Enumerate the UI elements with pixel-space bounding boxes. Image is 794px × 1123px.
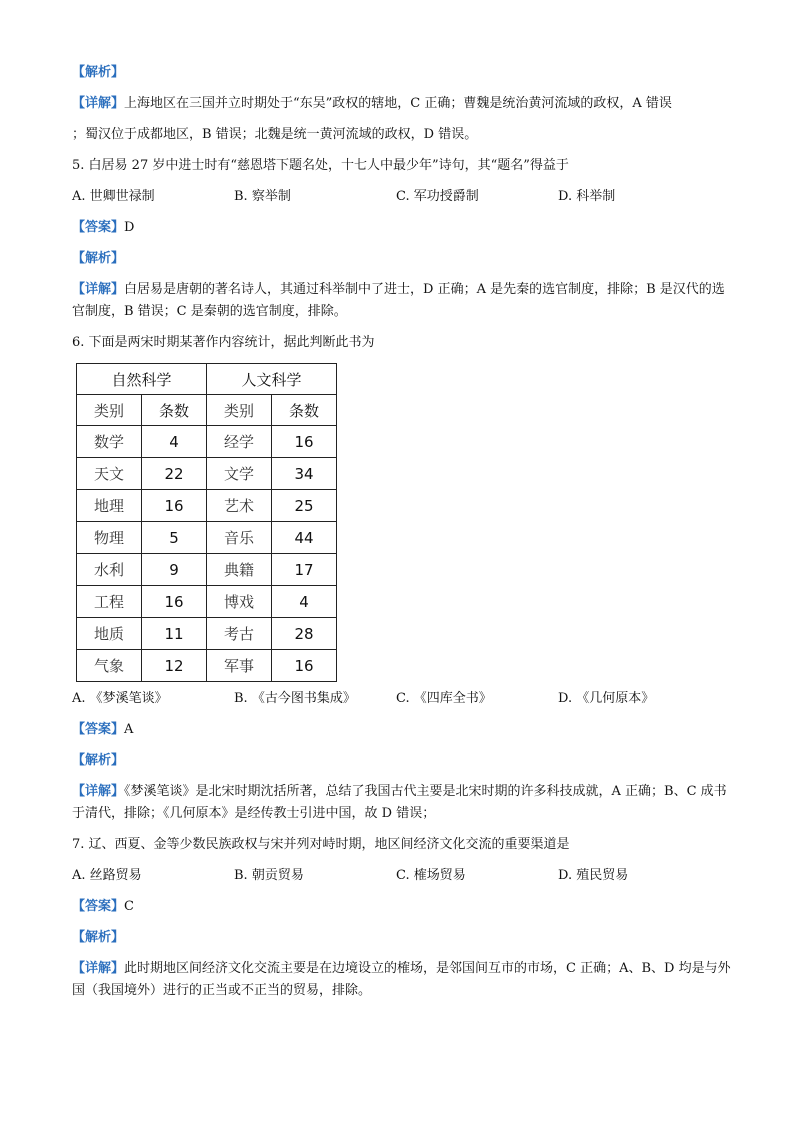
- table-row: [77, 554, 337, 586]
- q6-stats-table: [76, 363, 337, 682]
- q6-answer: [72, 719, 732, 741]
- q7-option-c: C. 榷场贸易: [396, 868, 466, 883]
- answer-label: 【答案】: [72, 899, 125, 914]
- category-cell: 水利: [77, 554, 142, 586]
- q7-option-d: D. 殖民贸易: [558, 868, 629, 883]
- column-header-count: 条数: [272, 395, 337, 426]
- column-header-count: 条数: [142, 395, 207, 426]
- q7-detail-text: 此时期地区间经济文化交流主要是在边境设立的榷场，是邻国间互市的市场，C 正确；A、B、D 均是与外国（我国境外）进行的正当或不正当的贸易，排除。: [72, 961, 731, 998]
- q5-detail-text: 白居易是唐朝的著名诗人，其通过科举制中了进士，D 正确；A 是先秦的选官制度，排除；B 是汉代的选官制度，B 错误；C 是秦朝的选官制度，排除。: [72, 282, 725, 319]
- q6-option-b: B. 《古今图书集成》: [234, 691, 356, 706]
- q4-detail-line-1: [72, 93, 732, 115]
- q5-option-b: B. 察举制: [234, 189, 291, 204]
- table-body: [77, 426, 337, 682]
- answer-label: 【答案】: [72, 722, 125, 737]
- category-cell: 地质: [77, 618, 142, 650]
- category-cell: 军事: [207, 650, 272, 682]
- table-row: [77, 522, 337, 554]
- q7-option-a: A. 丝路贸易: [72, 868, 142, 883]
- q5-detail: [72, 279, 732, 323]
- analysis-label: 【解析】: [72, 753, 125, 768]
- analysis-label: 【解析】: [72, 251, 125, 266]
- q5-option-a: A. 世卿世禄制: [72, 189, 155, 204]
- detail-label: 【详解】: [72, 282, 125, 297]
- column-header-category: 类别: [207, 395, 272, 426]
- count-cell: 16: [272, 650, 337, 682]
- q6-analysis-heading: [72, 750, 732, 772]
- group-header-humanities: 人文科学: [207, 364, 337, 395]
- q4-detail-line-2: [72, 124, 732, 146]
- q6-option-c: C. 《四库全书》: [396, 691, 492, 706]
- category-cell: 文学: [207, 458, 272, 490]
- category-cell: 典籍: [207, 554, 272, 586]
- q6-detail-text: 《梦溪笔谈》是北宋时期沈括所著，总结了我国古代主要是北宋时期的许多科技成就，A 正确；B、C 成书于清代，排除；《几何原本》是经传教士引进中国，故 D 错误；: [72, 784, 727, 821]
- q6-option-d: D. 《几何原本》: [558, 691, 655, 706]
- q6-answer-value: A: [124, 722, 134, 737]
- answer-label: 【答案】: [72, 220, 125, 235]
- q5-question: [72, 155, 732, 177]
- q5-analysis-heading: [72, 248, 732, 270]
- table-column-header-row: [77, 395, 337, 426]
- category-cell: 博戏: [207, 586, 272, 618]
- q4-analysis-heading: [72, 62, 732, 84]
- exam-page: [72, 62, 732, 1011]
- table-row: [77, 458, 337, 490]
- table-row: [77, 650, 337, 682]
- q7-question-text: 7. 辽、西夏、金等少数民族政权与宋并列对峙时期，地区间经济文化交流的重要渠道是: [72, 837, 570, 852]
- detail-label: 【详解】: [72, 96, 125, 111]
- count-cell: 17: [272, 554, 337, 586]
- q5-answer: [72, 217, 732, 239]
- q4-detail-text-cont: ；蜀汉位于成都地区，B 错误；北魏是统一黄河流域的政权，D 错误。: [72, 127, 478, 142]
- count-cell: 22: [142, 458, 207, 490]
- count-cell: 34: [272, 458, 337, 490]
- category-cell: 天文: [77, 458, 142, 490]
- analysis-label: 【解析】: [72, 65, 125, 80]
- category-cell: 音乐: [207, 522, 272, 554]
- category-cell: 工程: [77, 586, 142, 618]
- q6-option-a: A. 《梦溪笔谈》: [72, 691, 168, 706]
- group-header-natural-science: 自然科学: [77, 364, 207, 395]
- category-cell: 考古: [207, 618, 272, 650]
- q6-detail: [72, 781, 732, 825]
- q7-analysis-heading: [72, 927, 732, 949]
- analysis-label: 【解析】: [72, 930, 125, 945]
- q5-question-text: 5. 白居易 27 岁中进士时有“慈恩塔下题名处，十七人中最少年”诗句，其“题名”得益于: [72, 158, 569, 173]
- count-cell: 16: [142, 586, 207, 618]
- q5-option-d: D. 科举制: [558, 189, 616, 204]
- table-row: [77, 618, 337, 650]
- q6-question-text: 6. 下面是两宋时期某著作内容统计，据此判断此书为: [72, 335, 375, 350]
- table-group-header-row: [77, 364, 337, 395]
- q7-options: [72, 865, 732, 887]
- q7-answer-value: C: [124, 899, 134, 914]
- q4-detail-text: 上海地区在三国并立时期处于“东吴”政权的辖地，C 正确；曹魏是统治黄河流域的政权，A 错误: [124, 96, 672, 111]
- category-cell: 数学: [77, 426, 142, 458]
- table-row: [77, 426, 337, 458]
- column-header-category: 类别: [77, 395, 142, 426]
- category-cell: 物理: [77, 522, 142, 554]
- detail-label: 【详解】: [72, 784, 125, 799]
- count-cell: 16: [142, 490, 207, 522]
- q7-option-b: B. 朝贡贸易: [234, 868, 304, 883]
- category-cell: 气象: [77, 650, 142, 682]
- q5-answer-value: D: [124, 220, 135, 235]
- count-cell: 5: [142, 522, 207, 554]
- q7-question: [72, 834, 732, 856]
- count-cell: 28: [272, 618, 337, 650]
- q6-question: [72, 332, 732, 354]
- category-cell: 经学: [207, 426, 272, 458]
- count-cell: 44: [272, 522, 337, 554]
- q5-option-c: C. 军功授爵制: [396, 189, 479, 204]
- count-cell: 11: [142, 618, 207, 650]
- q6-options: [72, 688, 732, 710]
- q5-options: [72, 186, 732, 208]
- count-cell: 12: [142, 650, 207, 682]
- category-cell: 地理: [77, 490, 142, 522]
- detail-label: 【详解】: [72, 961, 125, 976]
- table-row: [77, 586, 337, 618]
- category-cell: 艺术: [207, 490, 272, 522]
- q7-answer: [72, 896, 732, 918]
- count-cell: 25: [272, 490, 337, 522]
- table-row: [77, 490, 337, 522]
- count-cell: 9: [142, 554, 207, 586]
- count-cell: 4: [272, 586, 337, 618]
- count-cell: 4: [142, 426, 207, 458]
- q7-detail: [72, 958, 732, 1002]
- count-cell: 16: [272, 426, 337, 458]
